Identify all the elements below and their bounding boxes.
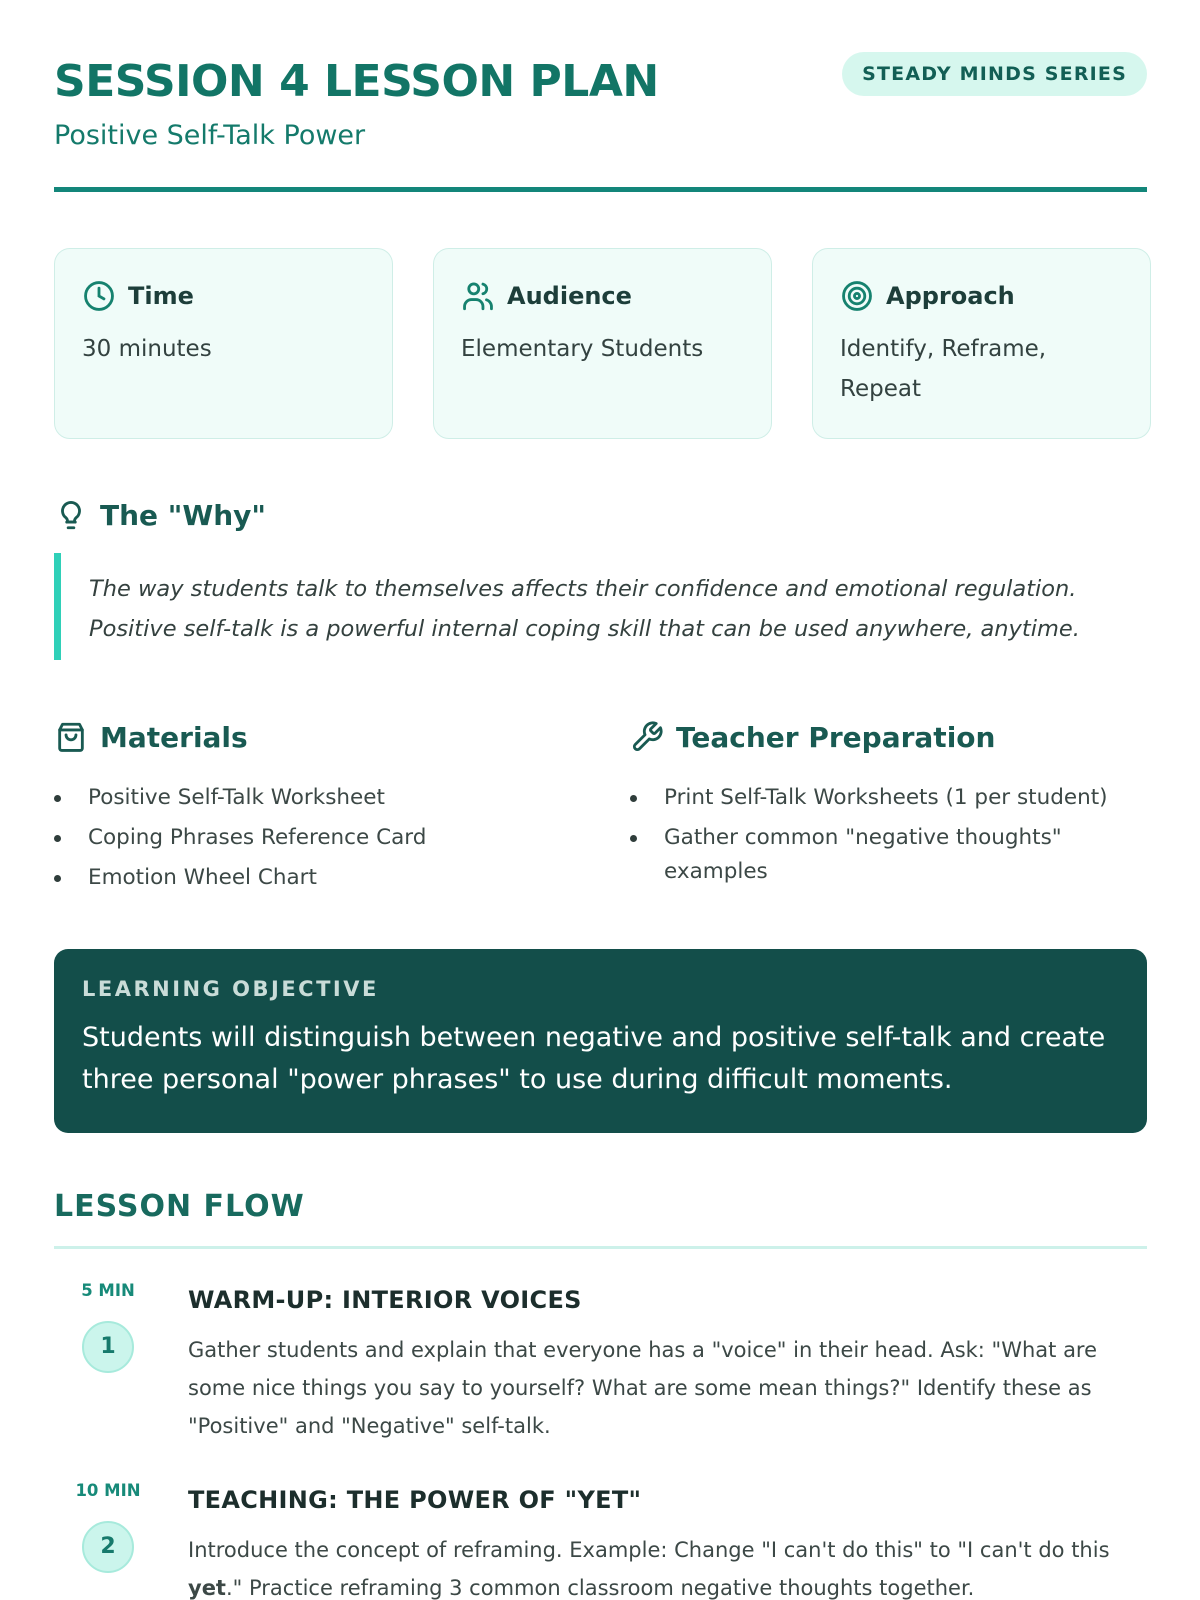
- target-icon: [840, 279, 874, 313]
- shopping-bag-icon: [54, 720, 88, 754]
- objective-text: Students will distinguish between negative and positive self-talk and create three personal "power phrases" to use during difficult moments.: [82, 1022, 1106, 1095]
- step-title: WARM-UP: INTERIOR VOICES: [188, 1286, 582, 1314]
- lesson-step: [54, 1481, 1147, 1600]
- step-description: Gather students and explain that everyone has a "voice" in their head. Ask: "What are some nice things you say to yourself? What are some mean things?" Identify these as "Positive" and "Negative" self-talk.: [188, 1338, 1098, 1438]
- why-title: The "Why": [100, 498, 267, 532]
- clock-icon: [82, 279, 116, 313]
- why-quote: The way students talk to themselves affects their confidence and emotional regulation. Positive self-talk is a powerful internal coping skill that can be used anywhere, anytime.: [54, 553, 1147, 660]
- wrench-icon: [630, 720, 664, 754]
- time-label: Time: [128, 282, 194, 310]
- step-number: 2: [82, 1521, 134, 1573]
- step-duration: 5 MIN: [81, 1281, 135, 1300]
- approach-card: [812, 248, 1151, 439]
- step-description-emphasis: yet: [188, 1576, 226, 1600]
- series-badge: STEADY MINDS SERIES: [842, 52, 1147, 96]
- list-item: Print Self-Talk Worksheets (1 per student): [630, 781, 1145, 815]
- step-duration: 10 MIN: [75, 1481, 141, 1500]
- list-item: Emotion Wheel Chart: [54, 861, 574, 895]
- audience-card: [433, 248, 772, 439]
- list-item: Coping Phrases Reference Card: [54, 821, 574, 855]
- lesson-flow-title: LESSON FLOW: [54, 1189, 305, 1224]
- approach-value: Identify, Reframe, Repeat: [840, 336, 1047, 402]
- approach-label: Approach: [886, 282, 1015, 310]
- materials-heading: [54, 720, 248, 754]
- audience-value: Elementary Students: [461, 336, 704, 362]
- list-item: Gather common "negative thoughts" examples: [630, 821, 1145, 889]
- materials-title: Materials: [100, 720, 248, 754]
- step-title: TEACHING: THE POWER OF "YET": [188, 1486, 642, 1514]
- prep-title: Teacher Preparation: [676, 720, 996, 754]
- step-number: 1: [82, 1321, 134, 1373]
- why-heading: [54, 498, 266, 532]
- lesson-step: [54, 1281, 1147, 1438]
- lesson-flow-divider: [54, 1246, 1147, 1249]
- step-description-text: Introduce the concept of reframing. Example: Change "I can't do this" to "I can't do this: [188, 1538, 1110, 1562]
- step-description-text: ." Practice reframing 3 common classroom negative thoughts together.: [225, 1576, 975, 1600]
- prep-list: [630, 781, 1145, 895]
- header-divider: [54, 187, 1147, 192]
- lightbulb-icon: [54, 498, 88, 532]
- step-description: [188, 1531, 1147, 1600]
- page-subtitle: Positive Self-Talk Power: [54, 120, 366, 151]
- prep-heading: [630, 720, 995, 754]
- list-item: Positive Self-Talk Worksheet: [54, 781, 574, 815]
- materials-list: [54, 781, 574, 901]
- audience-label: Audience: [507, 282, 632, 310]
- users-icon: [461, 279, 495, 313]
- page-title: SESSION 4 LESSON PLAN: [54, 56, 659, 107]
- header: [54, 50, 1147, 195]
- time-value: 30 minutes: [82, 336, 212, 362]
- objective-label: LEARNING OBJECTIVE: [82, 977, 379, 1001]
- time-card: [54, 248, 393, 439]
- learning-objective-panel: [54, 949, 1147, 1133]
